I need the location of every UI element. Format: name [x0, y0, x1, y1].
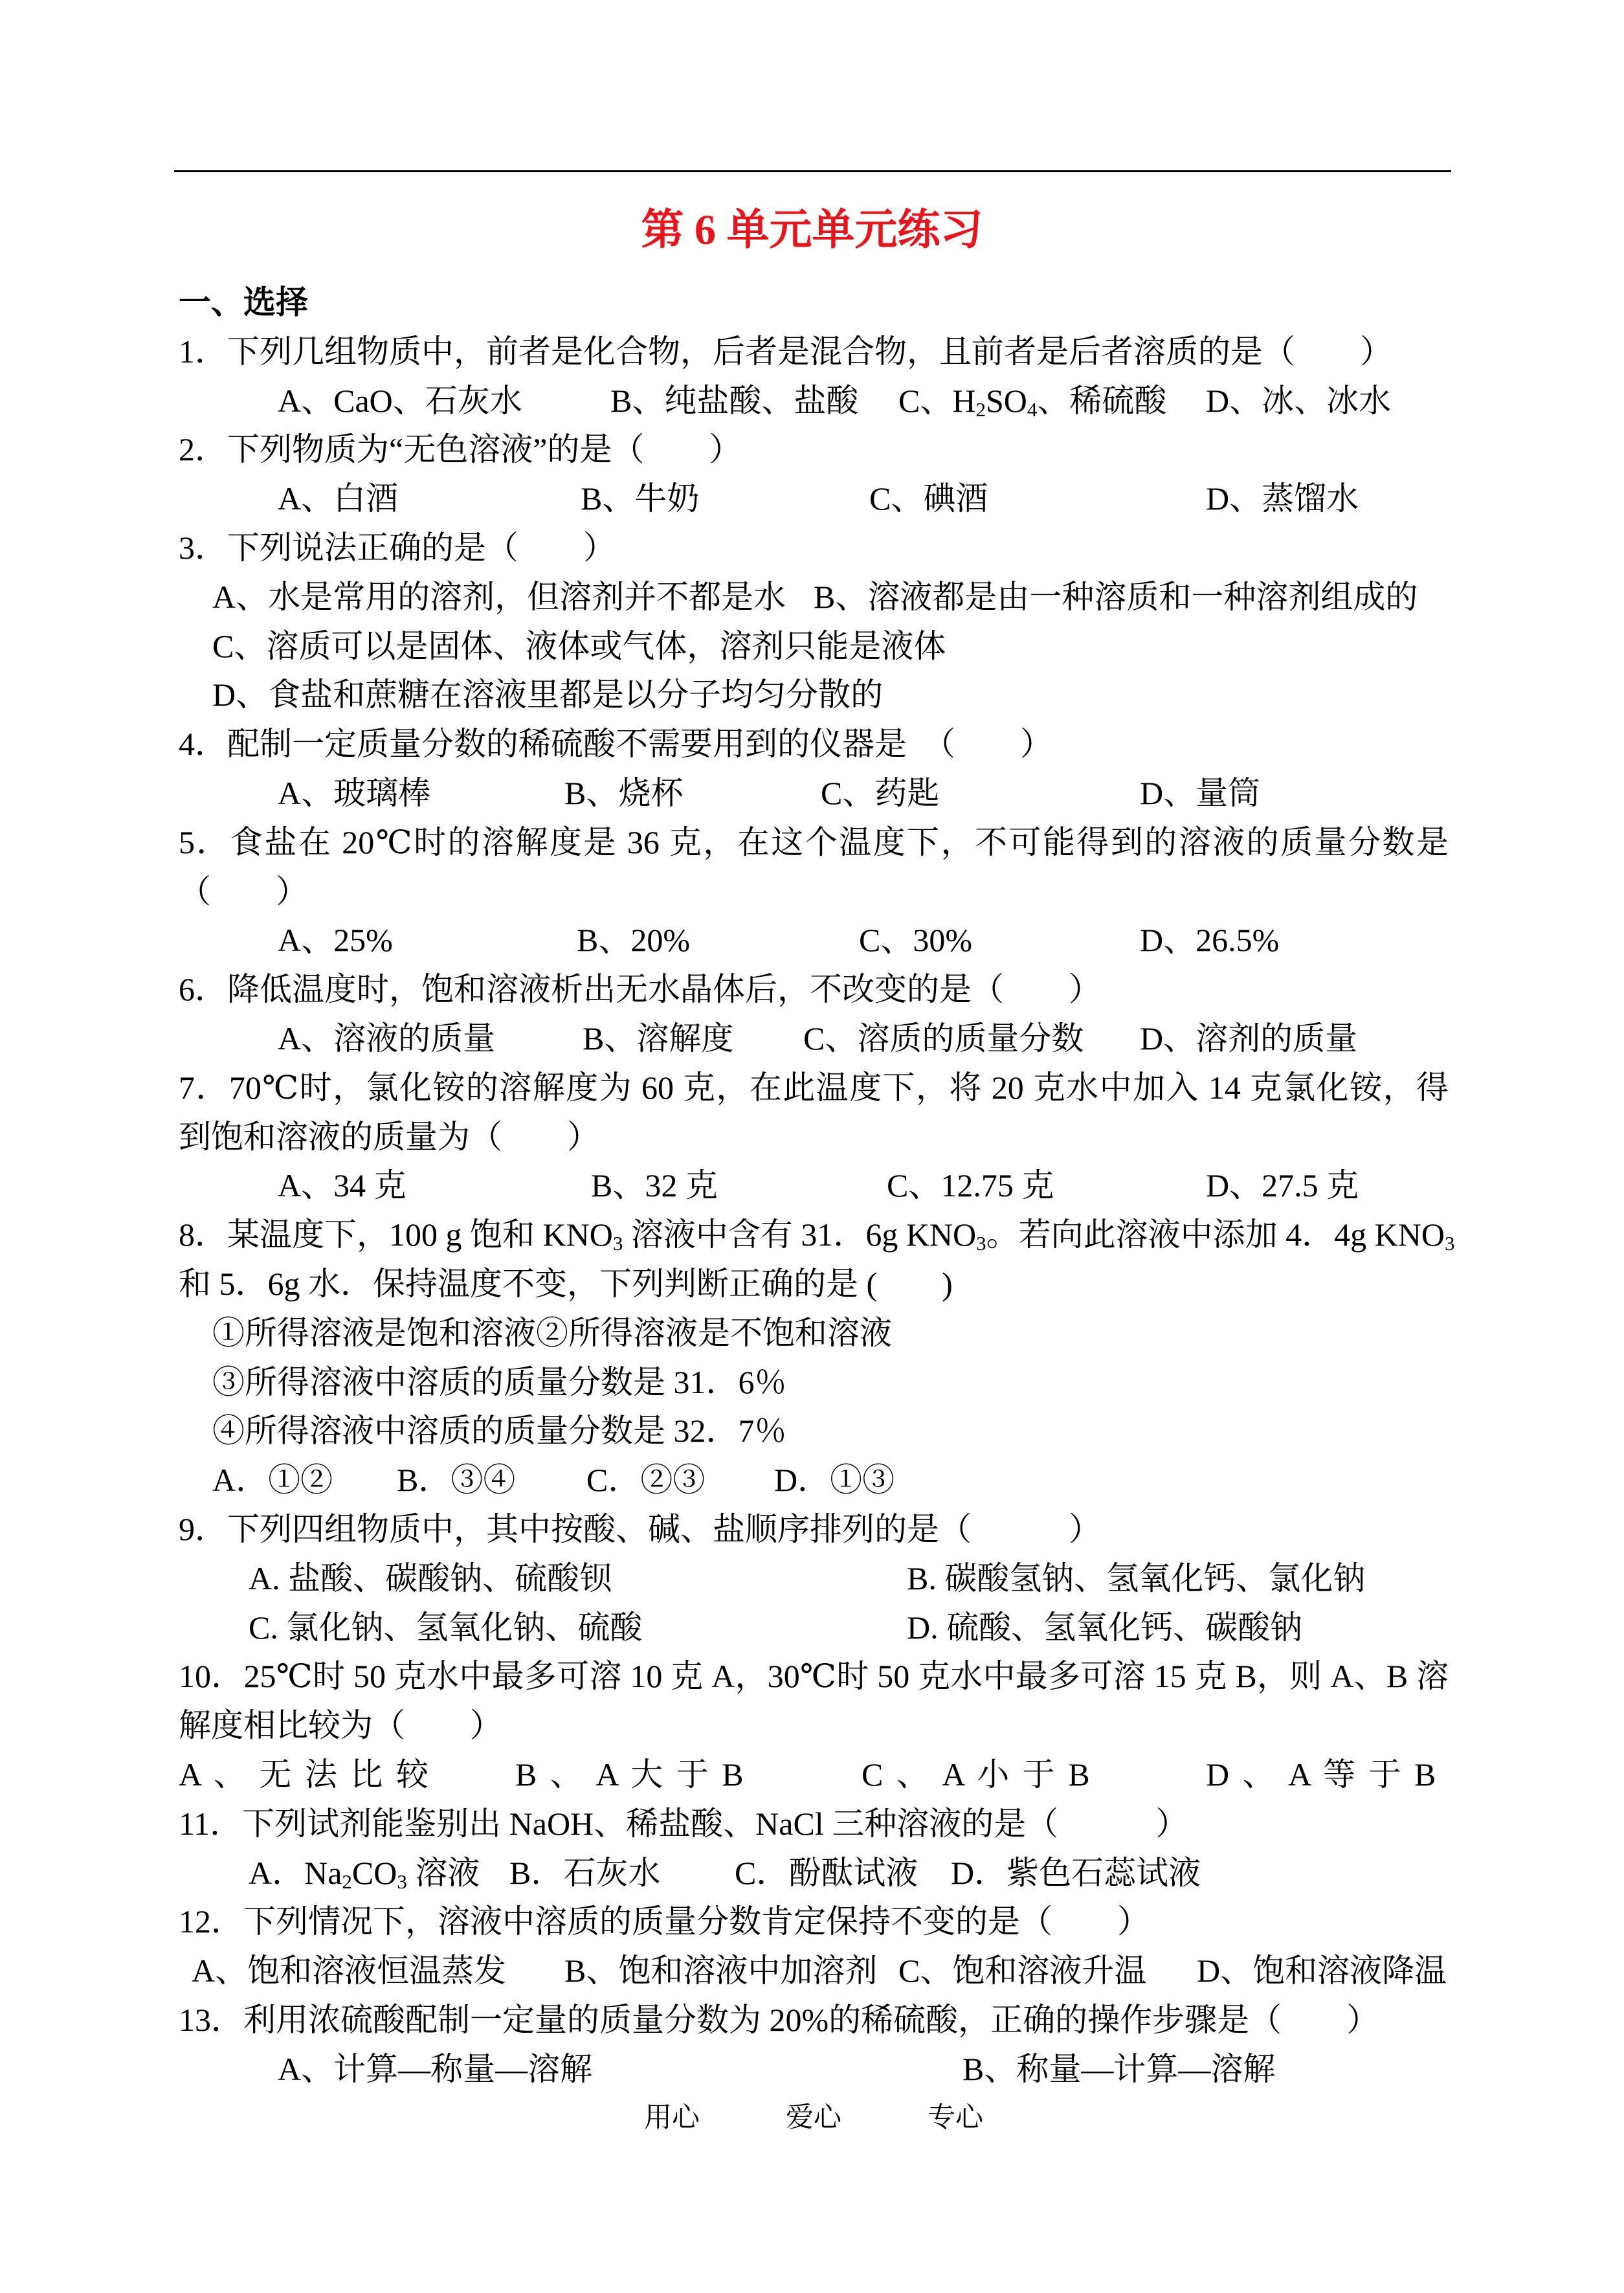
question-1-option-d: D、冰、冰水 [1206, 382, 1392, 419]
question-10-stem-continued: 解度相比较为（ ） [179, 1707, 502, 1744]
question-8-statements-line-1 [0, 1309, 1624, 1358]
question-5-option-a: A、25% [278, 922, 393, 959]
question-1-options [0, 377, 1624, 426]
question-2-stem: 2．下列物质为“无色溶液”的是（ ） [179, 431, 742, 468]
question-11-stem-line [0, 1800, 1624, 1849]
question-9-option-b: B. 碳酸氢钠、氢氧化钙、氯化钠 [907, 1560, 1366, 1596]
question-6-option-b: B、溶解度 [583, 1020, 734, 1057]
statement-3: ③所得溶液中溶质的质量分数是 31．6％ [212, 1363, 787, 1400]
question-13-option-a: A、计算—称量—溶解 [278, 2050, 593, 2087]
question-8-statements-line-2 [0, 1358, 1624, 1407]
formula-text: A．Na [249, 1854, 342, 1891]
question-12-option-a: A、饱和溶液恒温蒸发 [192, 1952, 507, 1989]
subscript: 4 [1027, 397, 1038, 421]
footer-text-3: 专心 [928, 2103, 983, 2133]
question-8-option-d: D．①③ [774, 1462, 895, 1499]
subscript: 3 [612, 1231, 623, 1255]
question-11-option-a [249, 1849, 480, 1898]
question-13-options [0, 2045, 1624, 2094]
question-5-option-c: C、30% [859, 922, 972, 959]
question-1-stem: 1．下列几组物质中，前者是化合物，后者是混合物，且前者是后者溶质的是（ ） [179, 333, 1392, 370]
question-6-option-c: C、溶质的质量分数 [803, 1020, 1084, 1057]
section-heading: 一、选择 [179, 284, 308, 320]
question-12-options [0, 1947, 1624, 1996]
question-5-option-d: D、26.5% [1140, 922, 1280, 959]
question-7-options [0, 1161, 1624, 1211]
subscript: 2 [975, 397, 986, 421]
question-4-option-c: C、药匙 [821, 774, 940, 811]
stem-text: 。若向此溶液中添加 4．4g KNO [986, 1216, 1445, 1253]
header-rule [174, 170, 1451, 172]
question-3-option-a: A、水是常用的溶剂，但溶剂并不都是水 [212, 578, 786, 615]
question-6-option-d: D、溶剂的质量 [1140, 1020, 1358, 1057]
question-7-option-a: A、34 克 [278, 1167, 406, 1204]
question-7-option-d: D、27.5 克 [1206, 1167, 1359, 1204]
question-11-stem: 11．下列试剂能鉴别出 NaOH、稀盐酸、NaCl 三种溶液的是（ ） [179, 1805, 1188, 1842]
formula-text: C、H [898, 382, 976, 419]
question-9-option-a: A. 盐酸、碳酸钠、硫酸钡 [249, 1560, 612, 1596]
question-10-options [0, 1751, 1624, 1800]
question-10-option-c: C 、 A 小 于 B [862, 1756, 1093, 1793]
question-4-stem-line [0, 720, 1624, 769]
question-13-stem-line [0, 1996, 1624, 2045]
question-1-option-a: A、CaO、石灰水 [278, 382, 522, 419]
question-6-stem-line [0, 965, 1624, 1014]
question-5-option-b: B、20% [577, 922, 690, 959]
question-8-statements-line-3 [0, 1407, 1624, 1456]
question-2-option-c: C、碘酒 [869, 480, 988, 517]
question-2-option-b: B、牛奶 [581, 480, 700, 517]
question-8-option-a: A．①② [212, 1462, 333, 1499]
formula-text: 溶液 [406, 1854, 480, 1891]
question-5-options [0, 916, 1624, 965]
question-9-options-ab [0, 1554, 1624, 1604]
question-3-option-c: C、溶质可以是固体、液体或气体，溶剂只能是液体 [212, 627, 946, 664]
stem-text: 溶液中含有 31．6g KNO [623, 1216, 977, 1253]
statement-2: ②所得溶液是不饱和溶液 [536, 1314, 892, 1351]
question-13-option-b: B、称量—计算—溶解 [962, 2050, 1276, 2087]
question-5-stem-line-1 [0, 818, 1624, 867]
question-7-option-c: C、12.75 克 [887, 1167, 1054, 1204]
question-10-stem: 10．25℃时 50 克水中最多可溶 10 克 A，30℃时 50 克水中最多可溶 15 克 B，则 A、B 溶 [179, 1658, 1449, 1695]
question-9-stem-line [0, 1505, 1624, 1554]
page-footer [0, 2099, 1624, 2138]
question-9-options-cd [0, 1604, 1624, 1653]
question-8-stem-line-1 [0, 1211, 1624, 1260]
question-6-options [0, 1014, 1624, 1064]
question-11-options [0, 1849, 1624, 1898]
question-11-option-c: C．酚酞试液 [735, 1854, 918, 1891]
question-13-stem: 13．利用浓硫酸配制一定量的质量分数为 20%的稀硫酸，正确的操作步骤是（ ） [179, 2001, 1379, 2038]
question-8-stem [179, 1211, 1455, 1260]
question-3-option-d: D、食盐和蔗糖在溶液里都是以分子均匀分散的 [212, 677, 884, 713]
footer-text-1: 用心 [644, 2103, 700, 2133]
question-7-stem-line-1 [0, 1064, 1624, 1113]
formula-text: CO [351, 1854, 397, 1891]
page-title: 第 6 单元单元练习 [641, 207, 983, 254]
question-4-option-b: B、烧杯 [564, 774, 684, 811]
formula-text: SO [985, 382, 1027, 419]
subscript: 3 [976, 1231, 986, 1255]
question-4-stem: 4．配制一定质量分数的稀硫酸不需要用到的仪器是 （ ） [179, 726, 1052, 763]
question-3-stem-line [0, 524, 1624, 573]
question-4-option-a: A、玻璃棒 [278, 774, 431, 811]
question-8-stem-continued: 和 5．6g 水．保持温度不变，下列判断正确的是 ( ) [179, 1265, 953, 1302]
question-11-option-b: B．石灰水 [509, 1854, 661, 1891]
question-8-statements-1-2 [212, 1309, 892, 1358]
section-line [0, 278, 1624, 328]
question-2-stem-line [0, 425, 1624, 475]
question-2-options [0, 475, 1624, 524]
statement-1: ①所得溶液是饱和溶液 [212, 1314, 536, 1351]
footer-text-2: 爱心 [786, 2103, 841, 2133]
question-3-stem: 3．下列说法正确的是（ ） [179, 529, 616, 566]
question-12-option-b: B、饱和溶液中加溶剂 [564, 1952, 878, 1989]
question-2-option-d: D、蒸馏水 [1206, 480, 1359, 517]
question-6-stem: 6．降低温度时，饱和溶液析出无水晶体后，不改变的是（ ） [179, 971, 1101, 1008]
question-10-stem-line-2 [0, 1701, 1624, 1751]
question-list [0, 278, 1624, 2094]
question-12-option-d: D、饱和溶液降温 [1197, 1952, 1447, 1989]
subscript: 2 [342, 1870, 352, 1893]
question-8-options [0, 1456, 1624, 1505]
question-5-stem: 5．食盐在 20℃时的溶解度是 36 克，在这个温度下，不可能得到的溶液的质量分数是 [179, 823, 1449, 860]
question-10-option-a: A 、 无 法 比 较 [179, 1756, 431, 1793]
stem-text: 8．某温度下，100 g 饱和 KNO [179, 1216, 613, 1253]
question-8-option-c: C．②③ [586, 1462, 706, 1499]
question-4-option-d: D、量筒 [1140, 774, 1261, 811]
subscript: 3 [397, 1870, 407, 1893]
question-2-option-a: A、白酒 [278, 480, 399, 517]
question-7-stem: 7．70℃时，氯化铵的溶解度为 60 克，在此温度下，将 20 克水中加入 14 克氯化铵，得 [179, 1069, 1449, 1106]
question-10-stem-line-1 [0, 1652, 1624, 1701]
question-3-options-ab [0, 573, 1624, 622]
question-7-option-b: B、32 克 [591, 1167, 718, 1204]
question-9-option-c: C. 氯化钠、氢氧化钠、硫酸 [249, 1609, 643, 1646]
question-10-option-d: D 、 A 等 于 B [1206, 1756, 1439, 1793]
question-4-options [0, 769, 1624, 818]
question-11-option-d: D．紫色石蕊试液 [951, 1854, 1201, 1891]
question-5-stem-line-2 [0, 867, 1624, 917]
question-7-stem-continued: 到饱和溶液的质量为（ ） [179, 1118, 599, 1155]
question-6-option-a: A、溶液的质量 [278, 1020, 496, 1057]
question-7-stem-line-2 [0, 1113, 1624, 1162]
question-1-stem-line [0, 328, 1624, 377]
subscript: 3 [1444, 1231, 1455, 1255]
question-1-option-b: B、纯盐酸、盐酸 [610, 382, 859, 419]
question-5-answer-blank: （ ） [179, 873, 308, 910]
question-12-option-c: C、饱和溶液升温 [898, 1952, 1147, 1989]
question-12-stem: 12．下列情况下，溶液中溶质的质量分数肯定保持不变的是（ ） [179, 1903, 1150, 1940]
formula-text: 、稀硫酸 [1037, 382, 1167, 419]
question-12-stem-line [0, 1897, 1624, 1947]
question-1-option-c [898, 377, 1166, 426]
statement-4: ④所得溶液中溶质的质量分数是 32．7％ [212, 1413, 787, 1449]
question-8-stem-line-2 [0, 1260, 1624, 1309]
question-9-option-d: D. 硫酸、氢氧化钙、碳酸钠 [907, 1609, 1303, 1646]
question-3-options-c [0, 622, 1624, 671]
question-8-option-b: B．③④ [397, 1462, 516, 1499]
question-9-stem: 9．下列四组物质中，其中按酸、碱、盐顺序排列的是（ ） [179, 1510, 1101, 1547]
question-3-option-b: B、溶液都是由一种溶质和一种溶剂组成的 [814, 578, 1418, 615]
question-10-option-b: B 、 A 大 于 B [515, 1756, 746, 1793]
question-3-options-d [0, 671, 1624, 720]
